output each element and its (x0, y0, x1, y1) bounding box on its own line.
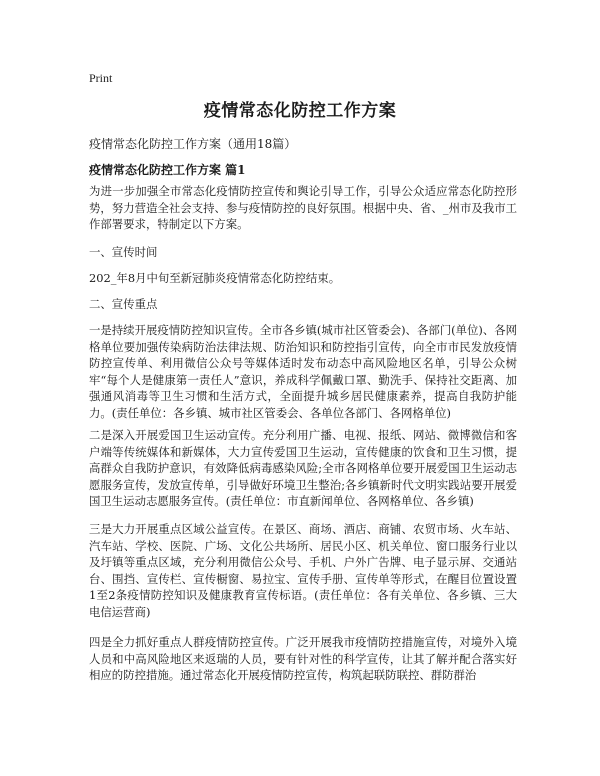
section-heading: 疫情常态化防控工作方案 篇1 (89, 163, 246, 177)
heading-focus: 二、宣传重点 (89, 297, 158, 311)
heading-time: 一、宣传时间 (89, 245, 158, 259)
focus-paragraph-2: 二是深入开展爱国卫生运动宣传。充分利用广播、电视、报纸、网站、微博微信和客户端等传统媒体和新媒体，大力宣传爱国卫生运动，宣传健康的饮食和卫生习惯，提高群众自我防护意识，有效降低病毒感染风险;全市各网格单位要开展爱国卫生运动志愿服务宣传，发放宣传单，引导做好环境卫生整治;各乡镇新时代文明实践站要开展爱国卫生运动志愿服务宣传。(责任单位：市直新闻单位、各网格单位、各乡镇) (89, 428, 517, 509)
intro-paragraph: 为进一步加强全市常态化疫情防控宣传和舆论引导工作，引导公众适应常态化防控形势，努力营造全社会支持、参与疫情防控的良好氛围。根据中央、省、_州市及我市工作部署要求，特制定以下方案。 (89, 184, 517, 232)
document-subtitle: 疫情常态化防控工作方案（通用18篇） (89, 137, 297, 151)
time-paragraph: 202_年8月中旬至新冠肺炎疫情常态化防控结束。 (89, 271, 341, 285)
print-link[interactable]: Print (89, 71, 113, 85)
focus-paragraph-3: 三是大力开展重点区域公益宣传。在景区、商场、酒店、商铺、农贸市场、火车站、汽车站、学校、医院、广场、文化公共场所、居民小区、机关单位、窗口服务行业以及圩镇等重点区域，充分利用微信公众号、手机、户外广告牌、电子显示屏、交通站台、围挡、宣传栏、宣传橱窗、易拉宝、宣传手册、宣传单等形式，在醒目位置设置1至2条疫情防控知识及健康教育宣传标语。(责任单位：各有关单位、各乡镇、三大电信运营商) (89, 522, 517, 619)
page-title: 疫情常态化防控工作方案 (203, 101, 397, 121)
focus-paragraph-4: 四是全力抓好重点人群疫情防控宣传。广泛开展我市疫情防控措施宣传，对境外入境人员和中高风险地区来返瑞的人员，要有针对性的科学宣传，让其了解并配合落实好相应的防控措施。通过常态化开展疫情防控宣传，构筑起联防联控、群防群治 (89, 635, 517, 683)
focus-paragraph-1: 一是持续开展疫情防控知识宣传。全市各乡镇(城市社区管委会)、各部门(单位)、各网格单位要加强传染病防治法律法规、防治知识和防控指引宣传，向全市市民发放疫情防控宣传单、利用微信公众号等媒体适时发布动态中高风险地区名单，引导公众树牢“每个人是健康第一责任人”意识，养成科学佩戴口罩、勤洗手、保持社交距离、加强通风消毒等卫生习惯和生活方式，全面提升城乡居民健康素养，提高自我防护能力。(责任单位：各乡镇、城市社区管委会、各单位各部门、各网格单位) (89, 323, 517, 420)
